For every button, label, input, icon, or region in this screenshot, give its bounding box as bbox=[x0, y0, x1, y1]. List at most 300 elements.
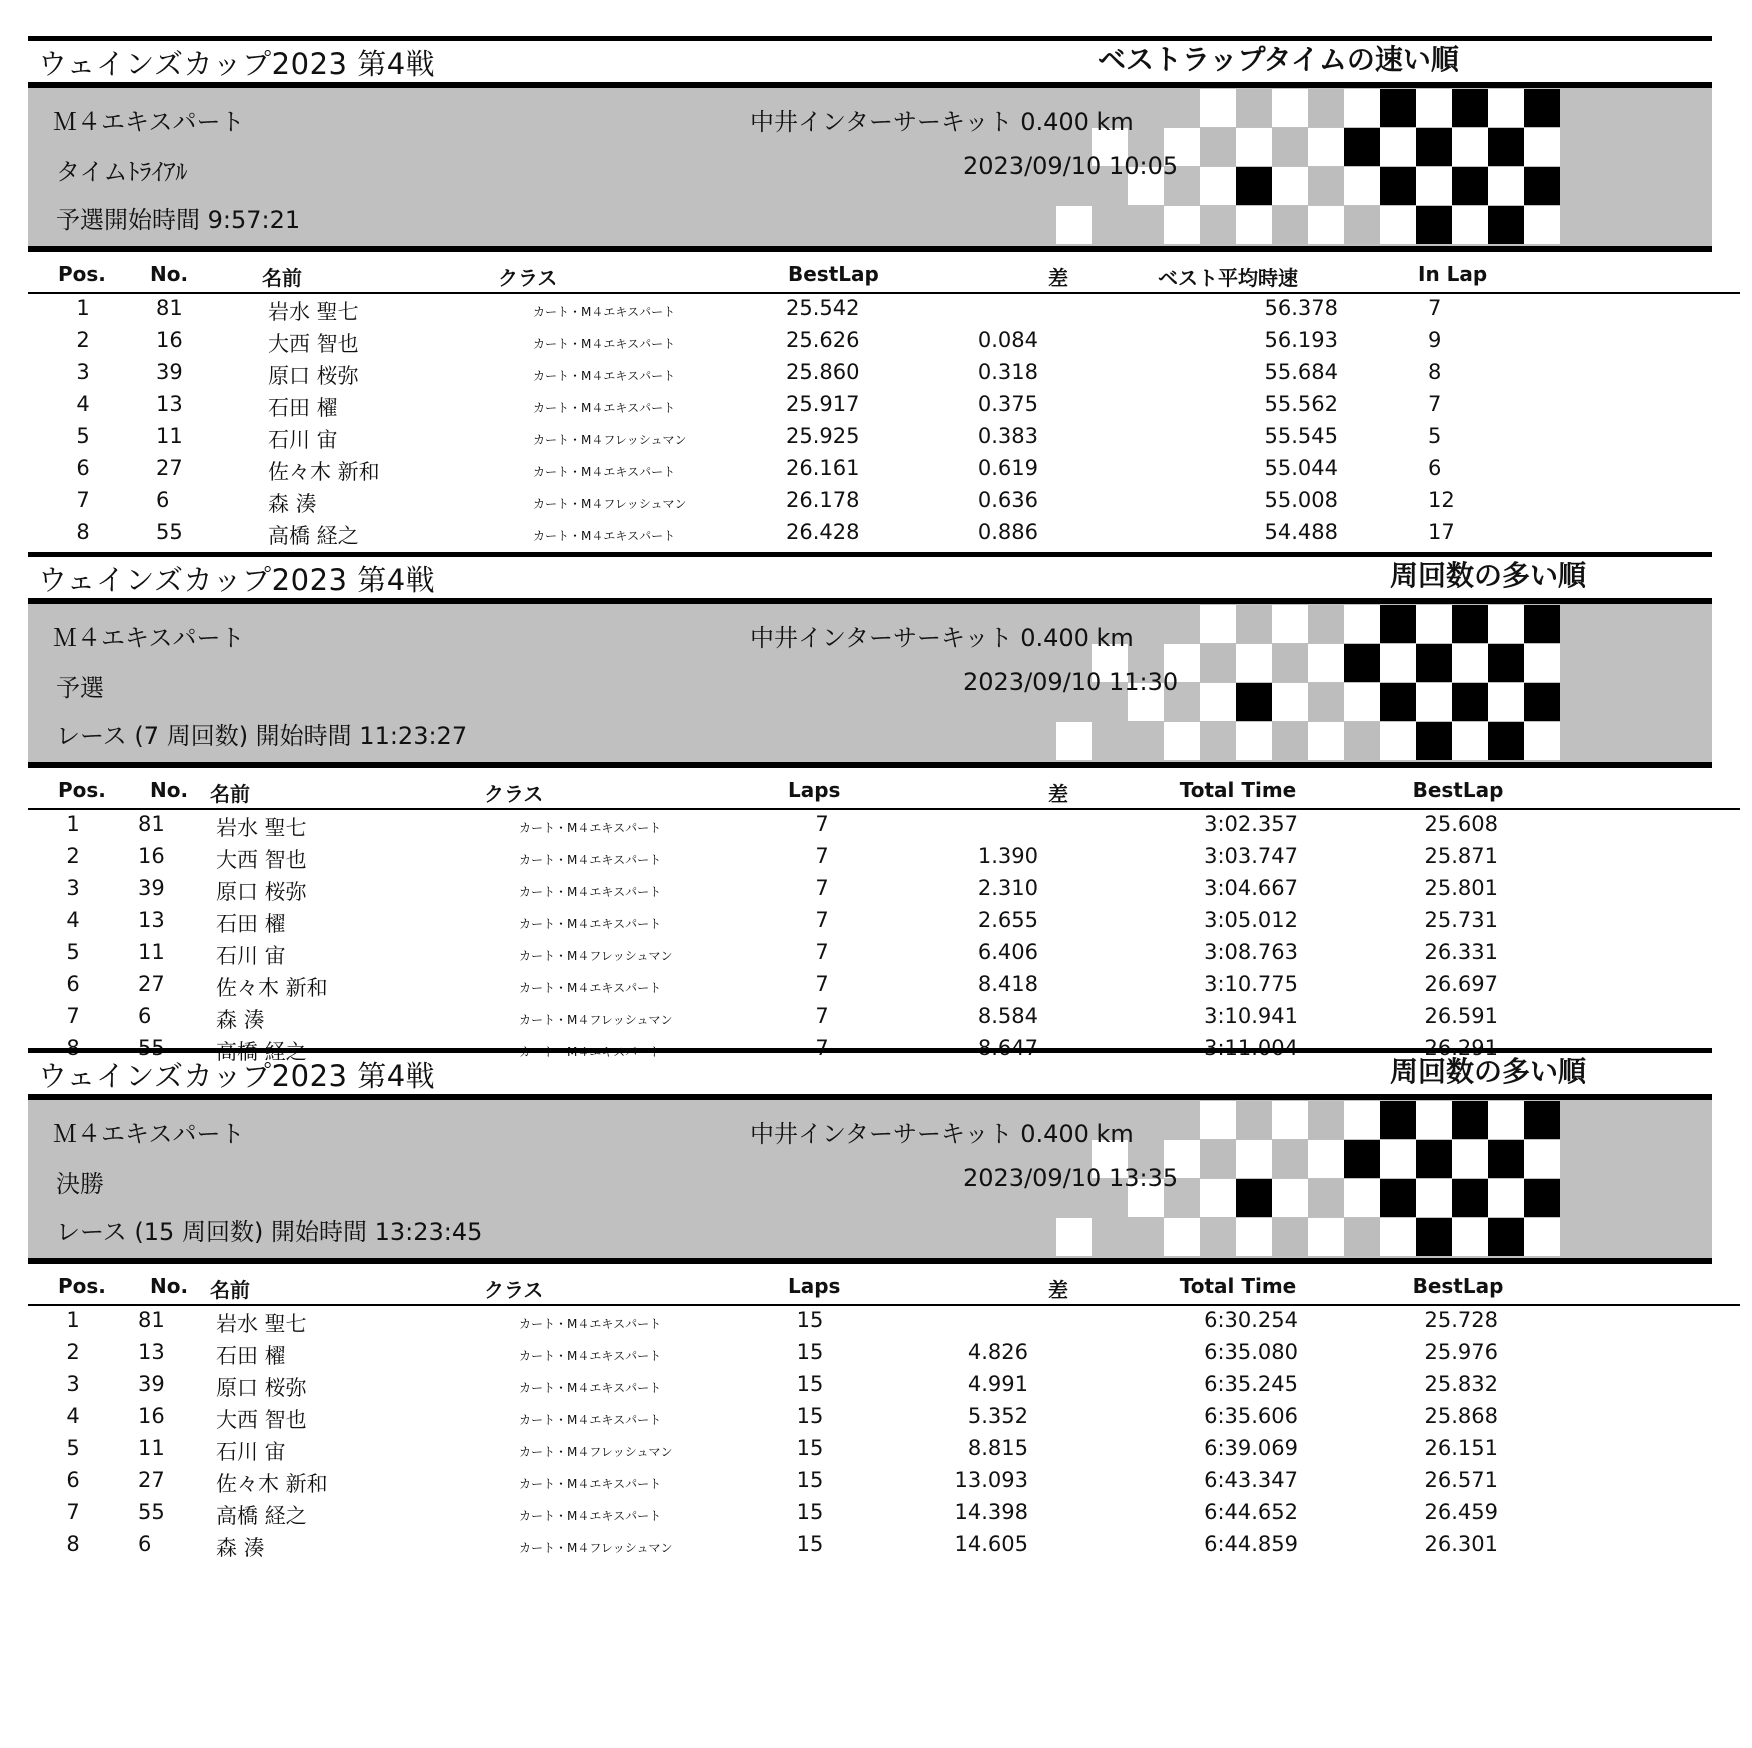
driver-name-cell: 森 湊 bbox=[216, 1008, 265, 1032]
flag-square bbox=[1488, 167, 1524, 205]
number-cell: 81 bbox=[138, 1308, 165, 1332]
column-header: 名前 bbox=[210, 782, 250, 806]
number-cell: 13 bbox=[156, 392, 183, 416]
table-row bbox=[28, 1002, 1712, 1034]
flag-square bbox=[1236, 1179, 1272, 1217]
pos-cell: 3 bbox=[66, 876, 80, 900]
class-cell: カート・M４エキスパート bbox=[533, 465, 676, 479]
flag-square bbox=[1452, 722, 1488, 760]
flag-square bbox=[1380, 1101, 1416, 1139]
pos-cell: 1 bbox=[76, 296, 90, 320]
col8-cell: 26.331 bbox=[1424, 940, 1498, 964]
flag-square bbox=[1488, 683, 1524, 721]
col7-cell: 55.008 bbox=[1264, 488, 1338, 512]
flag-square bbox=[1416, 1179, 1452, 1217]
gap-cell: 0.636 bbox=[977, 488, 1038, 512]
class-cell: カート・M４エキスパート bbox=[519, 1317, 662, 1331]
col8-cell: 25.868 bbox=[1424, 1404, 1498, 1428]
col7-cell: 3:02.357 bbox=[1204, 812, 1298, 836]
col8-cell: 26.697 bbox=[1424, 972, 1498, 996]
column-header: Laps bbox=[788, 1274, 841, 1298]
pos-cell: 4 bbox=[66, 908, 80, 932]
pos-cell: 1 bbox=[66, 1308, 80, 1332]
flag-square bbox=[1380, 89, 1416, 127]
col7-cell: 6:44.859 bbox=[1204, 1532, 1298, 1556]
flag-square bbox=[1200, 1179, 1236, 1217]
flag-square bbox=[1200, 644, 1236, 682]
col7-cell: 55.562 bbox=[1264, 392, 1338, 416]
table-row bbox=[28, 294, 1712, 326]
table-row bbox=[28, 326, 1712, 358]
flag-square bbox=[1164, 206, 1200, 244]
col8-cell: 7 bbox=[1428, 296, 1442, 320]
column-header: Laps bbox=[788, 778, 841, 802]
flag-square bbox=[1344, 644, 1380, 682]
flag-square bbox=[1452, 1179, 1488, 1217]
col5-cell: 7 bbox=[815, 844, 829, 868]
column-header: Pos. bbox=[58, 262, 106, 286]
result-section bbox=[28, 36, 1712, 548]
flag-square bbox=[1488, 1101, 1524, 1139]
driver-name-cell: 岩水 聖七 bbox=[268, 300, 359, 324]
col8-cell: 12 bbox=[1428, 488, 1455, 512]
flag-square bbox=[1524, 167, 1560, 205]
gap-cell: 0.318 bbox=[977, 360, 1038, 384]
pos-cell: 2 bbox=[76, 328, 90, 352]
gap-cell: 0.084 bbox=[977, 328, 1038, 352]
flag-square bbox=[1236, 644, 1272, 682]
flag-square bbox=[1488, 722, 1524, 760]
flag-square bbox=[1488, 89, 1524, 127]
flag-square bbox=[1488, 128, 1524, 166]
flag-square bbox=[1308, 683, 1344, 721]
session-datetime: 2023/09/10 11:30 bbox=[963, 668, 1179, 696]
driver-name-cell: 高橋 経之 bbox=[216, 1504, 307, 1528]
gap-cell: 8.815 bbox=[967, 1436, 1028, 1460]
class-cell: カート・M４エキスパート bbox=[519, 1477, 662, 1491]
pos-cell: 5 bbox=[66, 940, 80, 964]
flag-square bbox=[1488, 605, 1524, 643]
flag-square bbox=[1344, 605, 1380, 643]
table-row bbox=[28, 518, 1712, 550]
driver-name-cell: 大西 智也 bbox=[216, 848, 307, 872]
number-cell: 16 bbox=[156, 328, 183, 352]
col7-cell: 3:03.747 bbox=[1204, 844, 1298, 868]
result-section bbox=[28, 552, 1712, 1032]
number-cell: 27 bbox=[138, 972, 165, 996]
column-headers bbox=[28, 1264, 1712, 1306]
flag-square bbox=[1272, 206, 1308, 244]
flag-square bbox=[1272, 1101, 1308, 1139]
col8-cell: 9 bbox=[1428, 328, 1442, 352]
flag-square bbox=[1308, 722, 1344, 760]
flag-square bbox=[1524, 128, 1560, 166]
col7-cell: 55.044 bbox=[1264, 456, 1338, 480]
flag-square bbox=[1416, 1140, 1452, 1178]
flag-square bbox=[1380, 605, 1416, 643]
flag-square bbox=[1200, 89, 1236, 127]
class-cell: カート・M４エキスパート bbox=[533, 305, 676, 319]
class-cell: カート・M４エキスパート bbox=[533, 529, 676, 543]
driver-name-cell: 佐々木 新和 bbox=[216, 976, 328, 1000]
column-header: Total Time bbox=[1179, 778, 1297, 802]
flag-square bbox=[1344, 683, 1380, 721]
pos-cell: 8 bbox=[66, 1532, 80, 1556]
number-cell: 6 bbox=[156, 488, 170, 512]
col7-cell: 56.193 bbox=[1264, 328, 1338, 352]
driver-name-cell: 石田 櫂 bbox=[216, 912, 286, 936]
table-row bbox=[28, 810, 1712, 842]
col5-cell: 7 bbox=[815, 812, 829, 836]
flag-square bbox=[1236, 722, 1272, 760]
col7-cell: 3:10.775 bbox=[1204, 972, 1298, 996]
column-header: Pos. bbox=[58, 778, 106, 802]
gap-cell: 14.605 bbox=[954, 1532, 1028, 1556]
session-datetime: 2023/09/10 13:35 bbox=[963, 1164, 1179, 1192]
driver-name-cell: 森 湊 bbox=[216, 1536, 265, 1560]
number-cell: 27 bbox=[156, 456, 183, 480]
flag-square bbox=[1452, 644, 1488, 682]
flag-square bbox=[1272, 89, 1308, 127]
class-cell: カート・M４エキスパート bbox=[519, 1413, 662, 1427]
col5-cell: 15 bbox=[796, 1340, 824, 1364]
flag-square bbox=[1236, 128, 1272, 166]
col8-cell: 26.571 bbox=[1424, 1468, 1498, 1492]
table-row bbox=[28, 1466, 1712, 1498]
flag-square bbox=[1380, 206, 1416, 244]
class-cell: カート・M４フレッシュマン bbox=[519, 1013, 673, 1027]
flag-square bbox=[1416, 167, 1452, 205]
flag-square bbox=[1308, 644, 1344, 682]
flag-square bbox=[1272, 1179, 1308, 1217]
col5-cell: 25.626 bbox=[786, 328, 860, 352]
column-header: BestLap bbox=[1412, 1274, 1504, 1298]
number-cell: 16 bbox=[138, 1404, 165, 1428]
gap-cell: 0.619 bbox=[977, 456, 1038, 480]
class-cell: カート・M４フレッシュマン bbox=[519, 1541, 673, 1555]
col8-cell: 25.871 bbox=[1424, 844, 1498, 868]
col8-cell: 8 bbox=[1428, 360, 1442, 384]
flag-square bbox=[1488, 1179, 1524, 1217]
flag-square bbox=[1344, 167, 1380, 205]
driver-name-cell: 岩水 聖七 bbox=[216, 816, 307, 840]
column-header: Total Time bbox=[1179, 1274, 1297, 1298]
section-title: ウェインズカップ2023 第4戦 bbox=[38, 1059, 436, 1093]
flag-square bbox=[1200, 128, 1236, 166]
driver-name-cell: 高橋 経之 bbox=[268, 524, 359, 548]
flag-square bbox=[1200, 605, 1236, 643]
col8-cell: 5 bbox=[1428, 424, 1442, 448]
table-row bbox=[28, 1530, 1712, 1562]
pos-cell: 2 bbox=[66, 844, 80, 868]
flag-square bbox=[1416, 683, 1452, 721]
flag-square bbox=[1380, 167, 1416, 205]
col8-cell: 17 bbox=[1428, 520, 1455, 544]
flag-square bbox=[1380, 1140, 1416, 1178]
col5-cell: 26.178 bbox=[786, 488, 860, 512]
flag-square bbox=[1272, 683, 1308, 721]
table-row bbox=[28, 970, 1712, 1002]
col7-cell: 3:10.941 bbox=[1204, 1004, 1298, 1028]
col5-cell: 7 bbox=[815, 876, 829, 900]
flag-square bbox=[1488, 1140, 1524, 1178]
flag-square bbox=[1452, 1101, 1488, 1139]
flag-square bbox=[1344, 128, 1380, 166]
table-row bbox=[28, 938, 1712, 970]
number-cell: 6 bbox=[138, 1004, 152, 1028]
col8-cell: 25.608 bbox=[1424, 812, 1498, 836]
gap-cell: 1.390 bbox=[977, 844, 1038, 868]
flag-square bbox=[1416, 89, 1452, 127]
class-cell: カート・M４フレッシュマン bbox=[533, 497, 687, 511]
col8-cell: 26.459 bbox=[1424, 1500, 1498, 1524]
flag-square bbox=[1524, 206, 1560, 244]
flag-square bbox=[1452, 1218, 1488, 1256]
number-cell: 55 bbox=[138, 1500, 165, 1524]
column-header: 名前 bbox=[262, 266, 302, 290]
col8-cell: 25.801 bbox=[1424, 876, 1498, 900]
flag-square bbox=[1200, 1140, 1236, 1178]
flag-square bbox=[1056, 722, 1092, 760]
circuit-name: 中井インターサーキット 0.400 km bbox=[750, 108, 1134, 136]
class-name: Ｍ４エキスパート bbox=[53, 108, 245, 136]
flag-square bbox=[1236, 683, 1272, 721]
flag-square bbox=[1308, 89, 1344, 127]
class-cell: カート・M４フレッシュマン bbox=[533, 433, 687, 447]
flag-square bbox=[1524, 1218, 1560, 1256]
col8-cell: 25.731 bbox=[1424, 908, 1498, 932]
col8-cell: 7 bbox=[1428, 392, 1442, 416]
flag-square bbox=[1308, 605, 1344, 643]
column-header: No. bbox=[150, 262, 189, 286]
col7-cell: 6:35.245 bbox=[1204, 1372, 1298, 1396]
driver-name-cell: 大西 智也 bbox=[216, 1408, 307, 1432]
pos-cell: 7 bbox=[66, 1500, 80, 1524]
col5-cell: 15 bbox=[796, 1532, 824, 1556]
flag-square bbox=[1272, 167, 1308, 205]
flag-square bbox=[1344, 1101, 1380, 1139]
col5-cell: 15 bbox=[796, 1436, 824, 1460]
gap-cell: 2.310 bbox=[977, 876, 1038, 900]
flag-square bbox=[1524, 1179, 1560, 1217]
class-cell: カート・M４エキスパート bbox=[519, 1509, 662, 1523]
table-row bbox=[28, 1434, 1712, 1466]
col7-cell: 55.684 bbox=[1264, 360, 1338, 384]
column-header: クラス bbox=[484, 782, 544, 806]
class-cell: カート・M４エキスパート bbox=[533, 337, 676, 351]
flag-square bbox=[1380, 683, 1416, 721]
flag-square bbox=[1488, 1218, 1524, 1256]
flag-square bbox=[1344, 1140, 1380, 1178]
pos-cell: 4 bbox=[66, 1404, 80, 1428]
number-cell: 11 bbox=[138, 1436, 165, 1460]
flag-square bbox=[1380, 1179, 1416, 1217]
driver-name-cell: 大西 智也 bbox=[268, 332, 359, 356]
flag-square bbox=[1200, 1101, 1236, 1139]
col7-cell: 55.545 bbox=[1264, 424, 1338, 448]
col5-cell: 15 bbox=[796, 1308, 824, 1332]
col8-cell: 26.301 bbox=[1424, 1532, 1498, 1556]
table-row bbox=[28, 486, 1712, 518]
flag-square bbox=[1308, 1101, 1344, 1139]
col5-cell: 15 bbox=[796, 1372, 824, 1396]
gap-cell: 14.398 bbox=[954, 1500, 1028, 1524]
flag-square bbox=[1272, 1140, 1308, 1178]
column-header: 差 bbox=[1048, 266, 1068, 290]
flag-square bbox=[1416, 1101, 1452, 1139]
table-row bbox=[28, 1498, 1712, 1530]
table-row bbox=[28, 1402, 1712, 1434]
driver-name-cell: 岩水 聖七 bbox=[216, 1312, 307, 1336]
pos-cell: 2 bbox=[66, 1340, 80, 1364]
gap-cell: 0.383 bbox=[977, 424, 1038, 448]
column-header: Pos. bbox=[58, 1274, 106, 1298]
col8-cell: 26.151 bbox=[1424, 1436, 1498, 1460]
col5-cell: 25.860 bbox=[786, 360, 860, 384]
col7-cell: 56.378 bbox=[1264, 296, 1338, 320]
col7-cell: 6:39.069 bbox=[1204, 1436, 1298, 1460]
flag-square bbox=[1380, 128, 1416, 166]
table-row bbox=[28, 842, 1712, 874]
col5-cell: 25.542 bbox=[786, 296, 860, 320]
number-cell: 16 bbox=[138, 844, 165, 868]
col7-cell: 6:35.080 bbox=[1204, 1340, 1298, 1364]
flag-square bbox=[1416, 1218, 1452, 1256]
number-cell: 11 bbox=[138, 940, 165, 964]
driver-name-cell: 石川 宙 bbox=[216, 1440, 286, 1464]
class-name: Ｍ４エキスパート bbox=[53, 1120, 245, 1148]
flag-square bbox=[1236, 1140, 1272, 1178]
column-header: No. bbox=[150, 778, 189, 802]
flag-square bbox=[1452, 89, 1488, 127]
col5-cell: 7 bbox=[815, 972, 829, 996]
flag-square bbox=[1344, 1218, 1380, 1256]
class-cell: カート・M４エキスパート bbox=[533, 401, 676, 415]
driver-name-cell: 森 湊 bbox=[268, 492, 317, 516]
class-cell: カート・M４エキスパート bbox=[533, 369, 676, 383]
sort-order-label: ベストラップタイムの速い順 bbox=[1098, 43, 1459, 76]
driver-name-cell: 石川 宙 bbox=[216, 944, 286, 968]
driver-name-cell: 佐々木 新和 bbox=[216, 1472, 328, 1496]
driver-name-cell: 原口 桜弥 bbox=[216, 880, 307, 904]
column-header: ベスト平均時速 bbox=[1158, 266, 1298, 290]
number-cell: 6 bbox=[138, 1532, 152, 1556]
column-header: 差 bbox=[1048, 782, 1068, 806]
flag-square bbox=[1272, 128, 1308, 166]
flag-square bbox=[1344, 206, 1380, 244]
col5-cell: 7 bbox=[815, 1004, 829, 1028]
flag-square bbox=[1164, 1218, 1200, 1256]
number-cell: 27 bbox=[138, 1468, 165, 1492]
pos-cell: 1 bbox=[66, 812, 80, 836]
driver-name-cell: 原口 桜弥 bbox=[216, 1376, 307, 1400]
gap-cell: 0.375 bbox=[977, 392, 1038, 416]
section-top-rule bbox=[28, 36, 1712, 41]
pos-cell: 5 bbox=[66, 1436, 80, 1460]
flag-square bbox=[1524, 683, 1560, 721]
gap-cell: 2.655 bbox=[977, 908, 1038, 932]
class-cell: カート・M４エキスパート bbox=[519, 981, 662, 995]
gap-cell: 6.406 bbox=[977, 940, 1038, 964]
session-info-band bbox=[28, 1100, 1712, 1258]
col5-cell: 15 bbox=[796, 1500, 824, 1524]
pos-cell: 3 bbox=[66, 1372, 80, 1396]
col7-cell: 3:08.763 bbox=[1204, 940, 1298, 964]
column-header: 差 bbox=[1048, 1278, 1068, 1302]
flag-square bbox=[1452, 206, 1488, 244]
number-cell: 39 bbox=[138, 876, 165, 900]
flag-square bbox=[1272, 1218, 1308, 1256]
table-row bbox=[28, 1306, 1712, 1338]
flag-square bbox=[1488, 206, 1524, 244]
flag-square bbox=[1056, 1218, 1092, 1256]
circuit-name: 中井インターサーキット 0.400 km bbox=[750, 624, 1134, 652]
gap-cell: 8.584 bbox=[977, 1004, 1038, 1028]
flag-square bbox=[1380, 1218, 1416, 1256]
gap-cell: 8.418 bbox=[977, 972, 1038, 996]
number-cell: 11 bbox=[156, 424, 183, 448]
start-info: レース (15 周回数) 開始時間 13:23:45 bbox=[56, 1218, 483, 1246]
column-header: BestLap bbox=[788, 262, 879, 286]
flag-square bbox=[1308, 167, 1344, 205]
sort-order-label: 周回数の多い順 bbox=[1390, 1055, 1587, 1088]
driver-name-cell: 佐々木 新和 bbox=[268, 460, 380, 484]
section-title: ウェインズカップ2023 第4戦 bbox=[38, 47, 436, 81]
flag-square bbox=[1380, 722, 1416, 760]
number-cell: 13 bbox=[138, 908, 165, 932]
col5-cell: 7 bbox=[815, 940, 829, 964]
number-cell: 55 bbox=[156, 520, 183, 544]
col5-cell: 15 bbox=[796, 1404, 824, 1428]
column-header: In Lap bbox=[1418, 262, 1488, 286]
col7-cell: 54.488 bbox=[1264, 520, 1338, 544]
flag-square bbox=[1452, 605, 1488, 643]
result-section bbox=[28, 1048, 1712, 1560]
column-headers bbox=[28, 252, 1712, 294]
col7-cell: 3:04.667 bbox=[1204, 876, 1298, 900]
flag-square bbox=[1452, 1140, 1488, 1178]
flag-square bbox=[1524, 722, 1560, 760]
flag-square bbox=[1344, 89, 1380, 127]
class-cell: カート・M４エキスパート bbox=[519, 821, 662, 835]
start-info: レース (7 周回数) 開始時間 11:23:27 bbox=[56, 722, 468, 750]
flag-square bbox=[1344, 1179, 1380, 1217]
flag-square bbox=[1308, 206, 1344, 244]
flag-square bbox=[1200, 167, 1236, 205]
column-header: クラス bbox=[498, 266, 558, 290]
flag-square bbox=[1236, 1101, 1272, 1139]
pos-cell: 6 bbox=[76, 456, 90, 480]
session-info-band bbox=[28, 88, 1712, 246]
class-cell: カート・M４フレッシュマン bbox=[519, 949, 673, 963]
col5-cell: 15 bbox=[796, 1468, 824, 1492]
section-title: ウェインズカップ2023 第4戦 bbox=[38, 563, 436, 597]
col5-cell: 7 bbox=[815, 908, 829, 932]
gap-cell: 0.886 bbox=[977, 520, 1038, 544]
number-cell: 39 bbox=[138, 1372, 165, 1396]
flag-square bbox=[1416, 206, 1452, 244]
pos-cell: 8 bbox=[76, 520, 90, 544]
driver-name-cell: 石田 櫂 bbox=[216, 1344, 286, 1368]
column-header: No. bbox=[150, 1274, 189, 1298]
flag-square bbox=[1236, 167, 1272, 205]
flag-square bbox=[1524, 1140, 1560, 1178]
gap-cell: 4.991 bbox=[967, 1372, 1028, 1396]
col8-cell: 25.976 bbox=[1424, 1340, 1498, 1364]
flag-square bbox=[1236, 206, 1272, 244]
flag-square bbox=[1308, 1179, 1344, 1217]
class-cell: カート・M４フレッシュマン bbox=[519, 1445, 673, 1459]
